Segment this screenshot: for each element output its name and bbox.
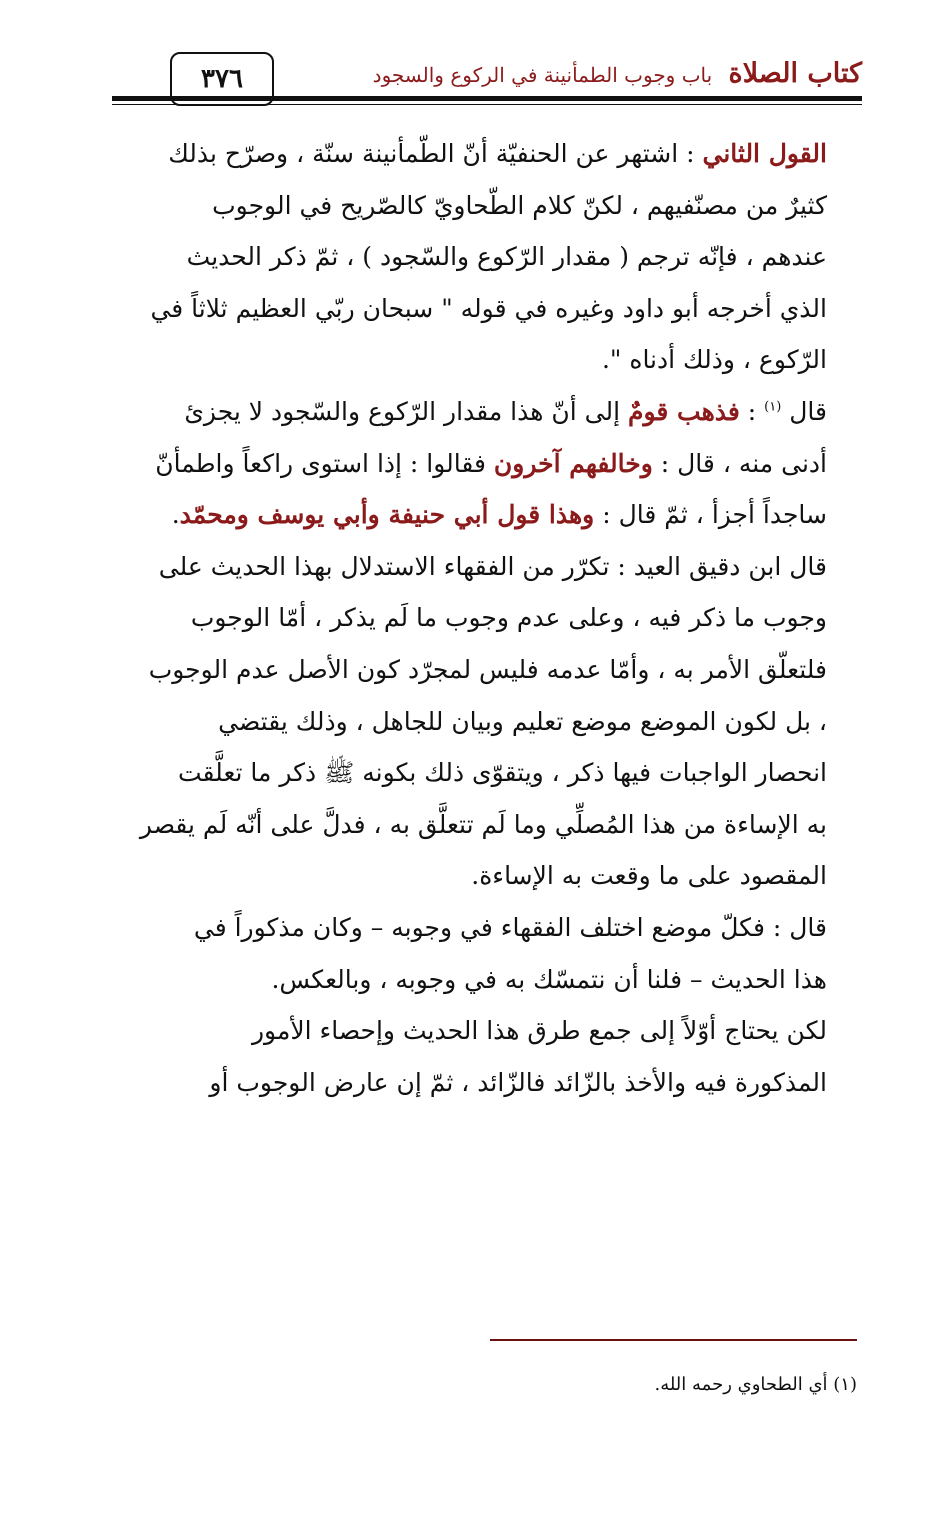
chapter-title: باب وجوب الطمأنينة في الركوع والسجود bbox=[372, 63, 713, 87]
highlighted-phrase: وخالفهم آخرون bbox=[493, 448, 653, 478]
text-line: قال $^{(١)}$ : فذهب قومٌ إلى أنّ هذا مقدار الرّكوع والسّجود لا يجزئ bbox=[184, 396, 827, 426]
text-line: به الإساءة من هذا المُصلِّي وما لَم تتعلَّق به ، فدلَّ على أنّه لَم يقصر bbox=[139, 809, 827, 839]
footnote-separator bbox=[490, 1339, 857, 1341]
main-text bbox=[117, 128, 857, 1108]
header-rule-thin bbox=[112, 104, 862, 105]
header-rule-thick bbox=[112, 96, 862, 101]
highlighted-phrase: فذهب قومٌ bbox=[627, 396, 740, 426]
text-line: فلتعلّق الأمر به ، وأمّا عدمه فليس لمجرّد كون الأصل عدم الوجوب bbox=[148, 654, 827, 684]
paragraph-4 bbox=[117, 902, 857, 1005]
text-line: هذا الحديث – فلنا أن نتمسّك به في وجوبه ، وبالعكس. bbox=[271, 964, 827, 994]
text-line: القول الثاني : اشتهر عن الحنفيّة أنّ الطّمأنينة سنّة ، وصرّح بذلك bbox=[168, 139, 827, 168]
section-label: القول الثاني bbox=[702, 139, 827, 168]
paragraph-3 bbox=[117, 541, 857, 902]
footnote: (١) أي الطحاوي رحمه الله. bbox=[654, 1374, 857, 1395]
text-line: عندهم ، فإنّه ترجم ( مقدار الرّكوع والسّجود ) ، ثمّ ذكر الحديث bbox=[186, 242, 827, 272]
paragraph-2 bbox=[117, 386, 857, 541]
text-line: لكن يحتاج أوّلاً إلى جمع طرق هذا الحديث وإحصاء الأمور bbox=[251, 1016, 827, 1046]
paragraph-1 bbox=[117, 128, 857, 386]
text-line: أدنى منه ، قال : وخالفهم آخرون فقالوا : إذا استوى راكعاً واطمأنّ bbox=[155, 448, 827, 478]
text-line: الذي أخرجه أبو داود وغيره في قوله " سبحان ربّي العظيم ثلاثاً في bbox=[150, 293, 827, 323]
text-line: وجوب ما ذكر فيه ، وعلى عدم وجوب ما لَم يذكر ، أمّا الوجوب bbox=[190, 603, 827, 633]
paragraph-5 bbox=[117, 1005, 857, 1108]
text-line: انحصار الواجبات فيها ذكر ، ويتقوّى ذلك بكونه ﷺ ذكر ما تعلَّقت bbox=[177, 758, 827, 788]
text-line: المقصود على ما وقعت به الإساءة. bbox=[471, 861, 827, 891]
book-title: كتاب الصلاة bbox=[728, 58, 862, 89]
page-number: ٣٧٦ bbox=[201, 64, 243, 94]
text-line: قال ابن دقيق العيد : تكرّر من الفقهاء الاستدلال بهذا الحديث على bbox=[158, 551, 827, 581]
text-line: قال : فكلّ موضع اختلف الفقهاء في وجوبه – وكان مذكوراً في bbox=[193, 912, 827, 942]
running-title bbox=[373, 54, 862, 94]
text-line: ساجداً أجزأ ، ثمّ قال : وهذا قول أبي حنيفة وأبي يوسف ومحمّد. bbox=[171, 500, 827, 530]
page-header bbox=[112, 44, 862, 108]
text-line: كثيرٌ من مصنّفيهم ، لكنّ كلام الطّحاويّ كالصّريح في الوجوب bbox=[212, 190, 827, 220]
text-line: المذكورة فيه والأخذ بالزّائد فالزّائد ، ثمّ إن عارض الوجوب أو bbox=[209, 1067, 827, 1097]
highlighted-phrase: وهذا قول أبي حنيفة وأبي يوسف ومحمّد bbox=[179, 500, 595, 530]
text-line: ، بل لكون الموضع موضع تعليم وبيان للجاهل ، وذلك يقتضي bbox=[218, 706, 827, 736]
footnote-marker[interactable]: (١) bbox=[764, 399, 782, 415]
text-line: الرّكوع ، وذلك أدناه ". bbox=[601, 345, 827, 375]
